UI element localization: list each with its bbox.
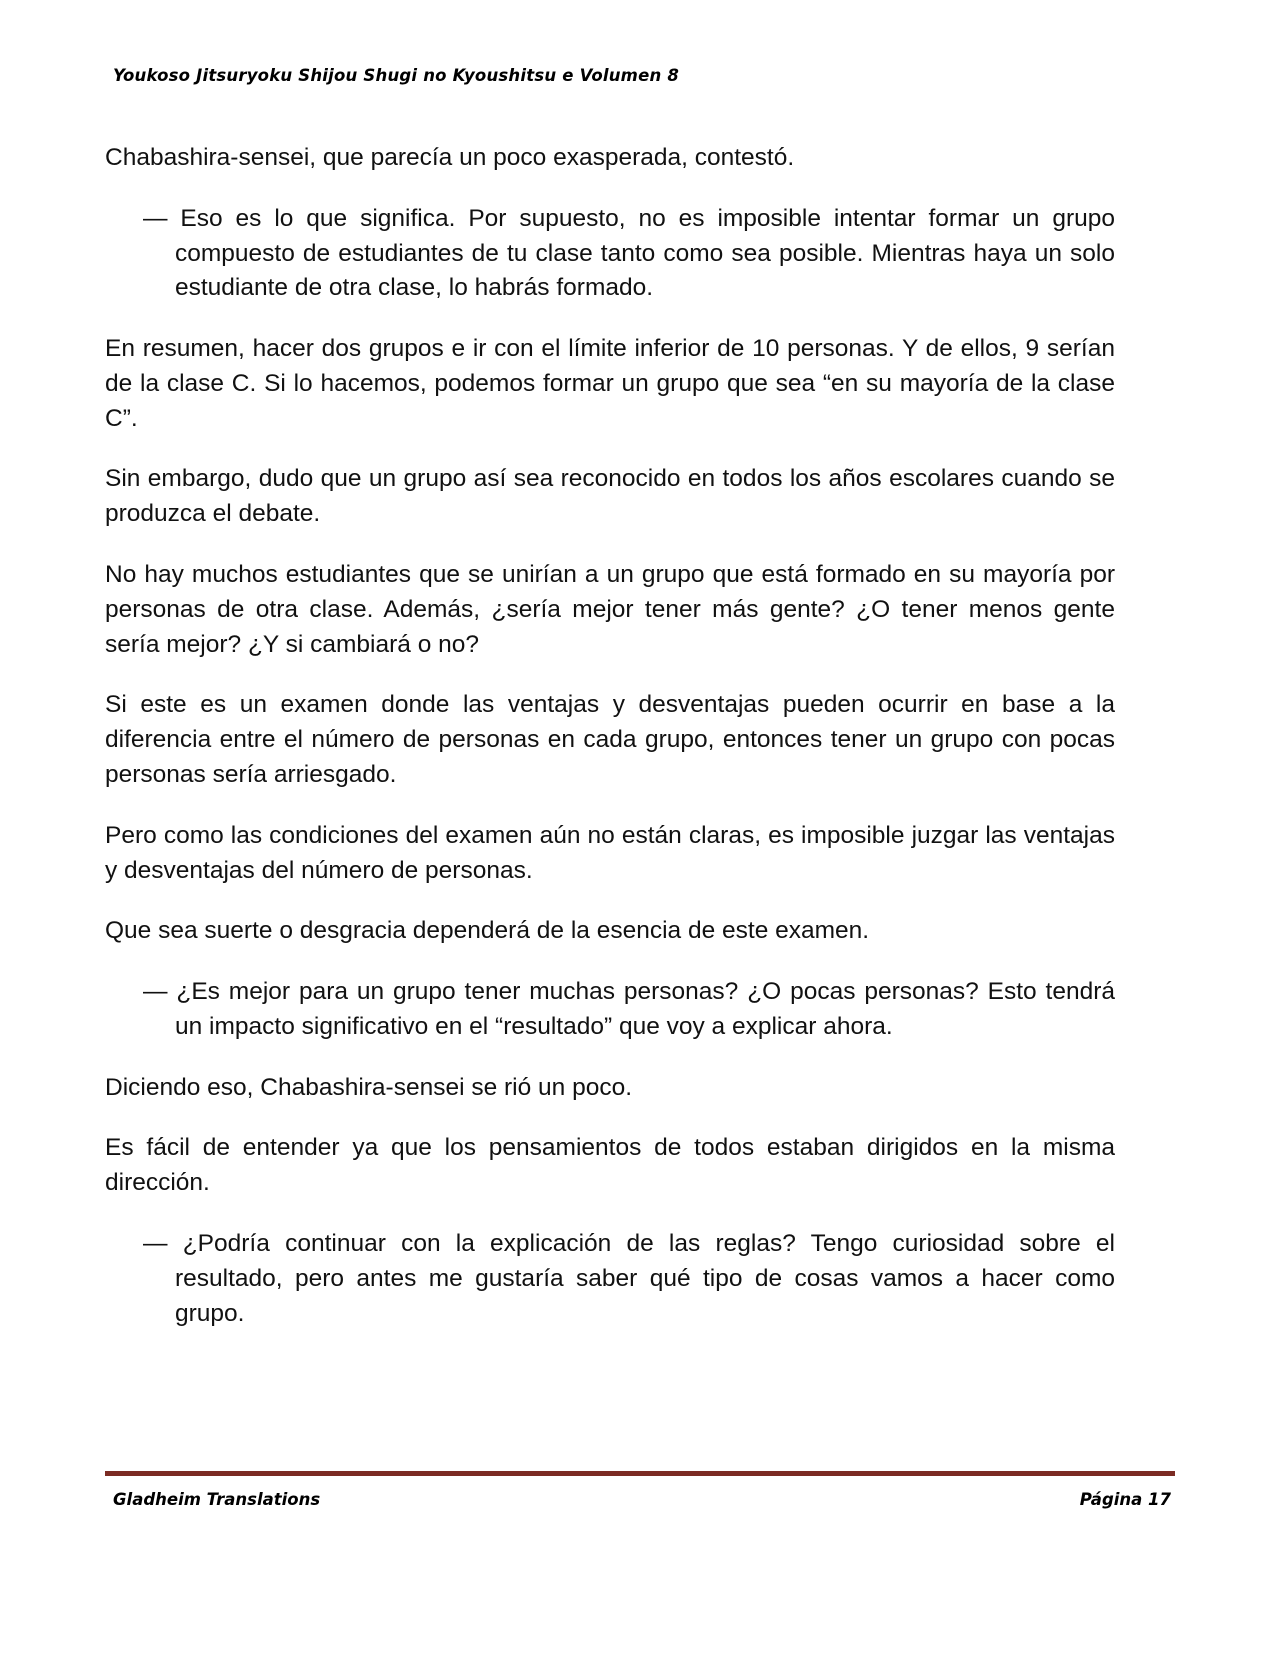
paragraph: No hay muchos estudiantes que se unirían a un grupo que está formado en su mayoría por personas de otra clase. Además, ¿sería mejor tener más gente? ¿O tener menos gente sería mejor? ¿Y si cambiará o no? [105,561,1115,658]
page-content [105,66,1115,1357]
dialogue-line: — Eso es lo que significa. Por supuesto, no es imposible intentar formar un grupo compuesto de estudiantes de tu clase tanto como sea posible. Mientras haya un solo estudiante de otra clase, lo habrás formado. [143,204,1115,302]
paragraph: Si este es un examen donde las ventajas y desventajas pueden ocurrir en base a la diferencia entre el número de personas en cada grupo, entonces tener un grupo con pocas personas sería arriesgado. [105,691,1115,788]
paragraph: Diciendo eso, Chabashira-sensei se rió un poco. [105,1073,633,1101]
dialogue-line: — ¿Podría continuar con la explicación de las reglas? Tengo curiosidad sobre el resultado, pero antes me gustaría saber qué tipo de cosas vamos a hacer como grupo. [143,1229,1115,1327]
paragraph: En resumen, hacer dos grupos e ir con el límite inferior de 10 personas. Y de ellos, 9 serían de la clase C. Si lo hacemos, podemos formar un grupo que sea “en su mayoría de la clase C”. [105,335,1115,432]
footer-divider [105,1471,1175,1476]
paragraph: Chabashira-sensei, que parecía un poco exasperada, contestó. [105,144,795,171]
page-footer [105,1471,1175,1511]
footer-page-number: Página 17 [1079,1490,1171,1509]
dialogue-line: — ¿Es mejor para un grupo tener muchas personas? ¿O pocas personas? Esto tendrá un impacto significativo en el “resultado” que voy a explicar ahora. [143,978,1115,1040]
paragraph: Sin embargo, dudo que un grupo así sea reconocido en todos los años escolares cuando se produzca el debate. [105,465,1115,528]
paragraph: Pero como las condiciones del examen aún no están claras, es imposible juzgar las ventajas y desventajas del número de personas. [105,821,1115,884]
page-header-title: Youkoso Jitsuryoku Shijou Shugi no Kyoushitsu e Volumen 8 [113,66,680,85]
body-text [105,141,1115,1331]
footer-translator-credit: Gladheim Translations [113,1490,321,1509]
paragraph: Que sea suerte o desgracia dependerá de la esencia de este examen. [105,917,870,945]
footer-row [105,1490,1175,1509]
paragraph: Es fácil de entender ya que los pensamientos de todos estaban dirigidos en la misma dirección. [105,1134,1115,1197]
